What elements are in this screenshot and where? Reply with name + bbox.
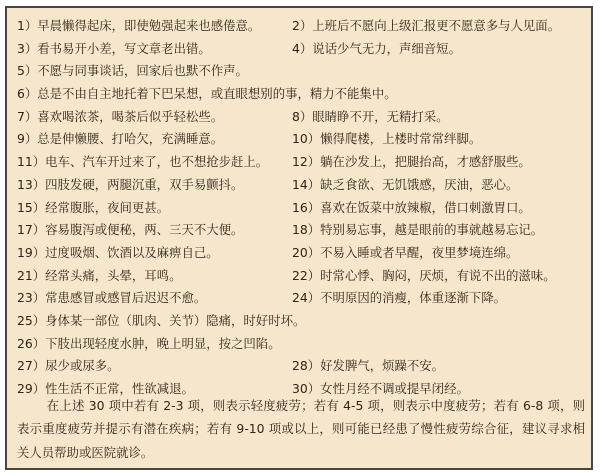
symptom-item-21: 21）经常头痛，头晕，耳鸣。 (17, 267, 182, 283)
symptom-item-11: 11）电车、汽车开过来了，也不想抢步赶上。 (17, 154, 269, 170)
symptom-item-17: 17）容易腹泻或便秘，两、三天不大便。 (17, 222, 244, 238)
symptom-item-25: 25）身体某一部位（肌肉、关节）隐痛，时好时坏。 (17, 312, 306, 328)
symptom-list (17, 15, 587, 401)
symptom-item-5: 5）不愿与同事谈话，回家后也默不作声。 (17, 63, 248, 79)
symptom-item-28: 28）好发脾气，烦躁不安。 (292, 358, 445, 374)
symptom-item-10: 10）懒得爬楼，上楼时常常绊脚。 (292, 131, 482, 147)
symptom-item-26: 26）下肢出现轻度水肿，晚上明显，按之凹陷。 (17, 335, 281, 351)
fatigue-checklist-panel (5, 6, 593, 470)
symptom-item-4: 4）说话少气无力，声细音短。 (292, 40, 461, 56)
symptom-item-13: 13）四肢发硬，两腿沉重，双手易颤抖。 (17, 176, 244, 192)
symptom-item-12: 12）躺在沙发上，把腿抬高，才感舒服些。 (292, 154, 531, 170)
symptom-item-18: 18）特别易忘事，越是眼前的事就越易忘记。 (292, 222, 544, 238)
symptom-item-24: 24）不明原因的消瘦，体重逐渐下降。 (292, 290, 507, 306)
symptom-item-7: 7）喜欢喝浓茶，喝茶后似乎轻松些。 (17, 108, 224, 124)
symptom-item-14: 14）缺乏食欲、无饥饿感，厌油，恶心。 (292, 176, 519, 192)
symptom-item-23: 23）常患感冒或感冒后迟迟不愈。 (17, 290, 207, 306)
symptom-item-27: 27）尿少或尿多。 (17, 358, 120, 374)
symptom-item-16: 16）喜欢在饭菜中放辣椒，借口刺激胃口。 (292, 199, 531, 215)
symptom-item-30: 30）女性月经不调或提早闭经。 (292, 381, 469, 396)
symptom-item-8: 8）眼睛睁不开，无精打采。 (292, 108, 449, 124)
symptom-item-15: 15）经常腹胀，夜间更甚。 (17, 199, 170, 215)
symptom-item-22: 22）时常心悸、胸闷，厌烦，有说不出的滋味。 (292, 267, 556, 283)
symptom-item-19: 19）过度吸烟、饮酒以及麻痹自己。 (17, 244, 219, 260)
symptom-item-2: 2）上班后不愿向上级汇报更不愿意多与人见面。 (292, 18, 561, 33)
summary-paragraph: 在上述 30 项中若有 2-3 项，则表示轻度疲劳；若有 4-5 项，则表示中度疲劳；若有 6-8 项，则表示重度疲劳并提示有潜在疾病；若有 9-10 项或以上，则可能已经患了慢性疲劳综合征，建议寻求相关人员帮助或医院就诊。 (17, 398, 585, 460)
symptom-item-6: 6）总是不由自主地托着下巴呆想，或直眼想别的事，精力不能集中。 (17, 86, 397, 102)
symptom-item-29: 29）性生活不正常，性欲减退。 (17, 381, 194, 396)
symptom-item-1: 1）早晨懒得起床，即使勉强起来也感倦意。 (17, 18, 261, 33)
symptom-item-20: 20）不易入睡或者早醒，夜里梦境连绵。 (292, 244, 519, 260)
symptom-item-9: 9）总是伸懒腰、打哈欠，充满睡意。 (17, 131, 224, 147)
symptom-item-3: 3）看书易开小差，写文章老出错。 (17, 40, 211, 56)
